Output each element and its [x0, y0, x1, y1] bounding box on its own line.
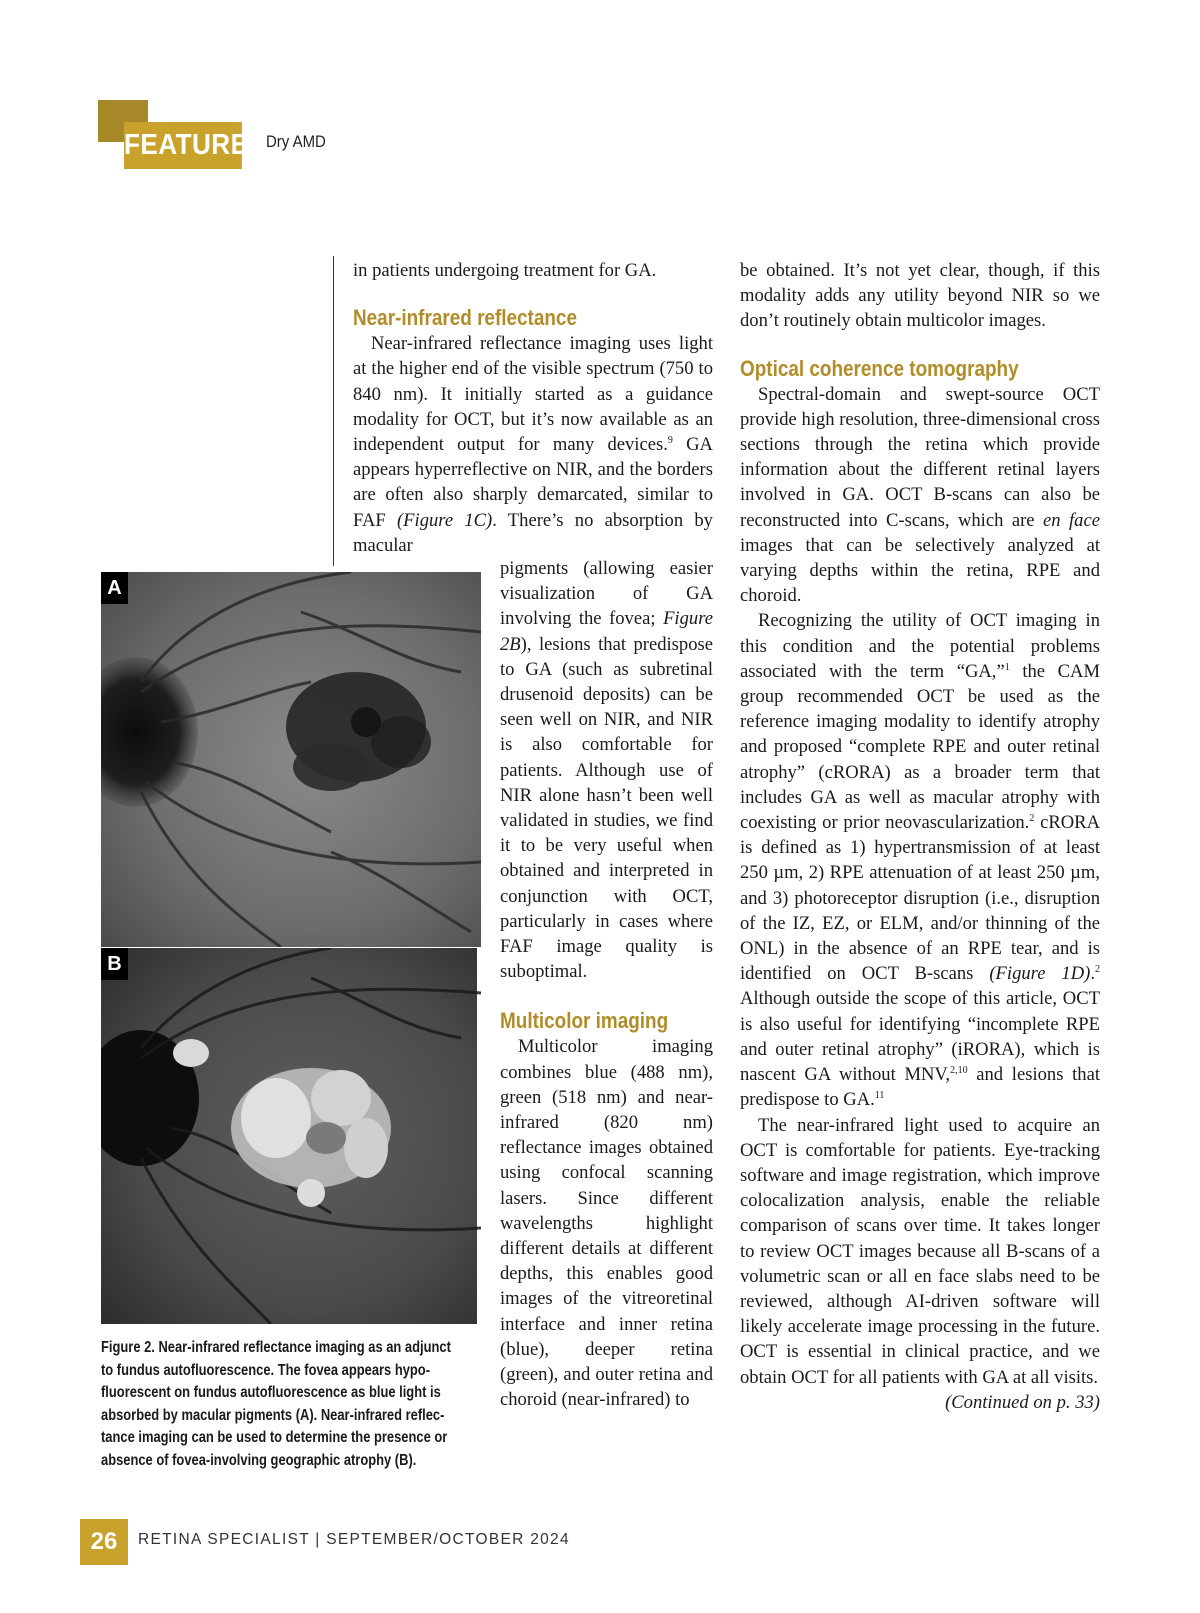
- oct-paragraph-3: The near-infrared light used to acquire an OCT is comfortable for patients. Eye-tracking software and image registration, which improve colocalization analysis, enable the reliable comparison of scans over time. It takes longer to review OCT images because all B-scans of a volumetric scan or all en face slabs need to be reviewed, although AI-driven software will likely accelerate image processing in the future. OCT is essential in clinical practice, and we obtain OCT for all patients with GA at all visits. (Continued on p. 33): [740, 1113, 1100, 1390]
- caption-line: fluorescent on fundus autofluorescence as blue light is: [101, 1384, 441, 1402]
- near-infrared-reflectance-image: [101, 948, 481, 1324]
- citation: 1: [1004, 661, 1010, 673]
- heading-multicolor: Multicolor imaging: [500, 1008, 669, 1034]
- multicolor-paragraph-continued: be obtained. It’s not yet clear, though, if this modality adds any utility beyond NIR so we don’t routinely obtain multicolor images.: [740, 260, 1100, 332]
- citation: 2: [1095, 964, 1100, 976]
- heading-near-infrared: Near-infrared reflectance: [353, 305, 577, 331]
- caption-line: to fundus autofluorescence. The fovea appears hypo-: [101, 1361, 431, 1379]
- panel-label-b: B: [101, 948, 128, 980]
- oct-paragraph-1: Spectral-domain and swept-source OCT provide high resolution, three-dimensional cross sections through the retina which provide information about the different retinal layers involved in GA. OCT B-scans can also be reconstructed into C-scans, which are en face images that can be selectively analyzed at varying depths within the retina, RPE and choroid.: [740, 383, 1100, 607]
- caption-line: tance imaging can be used to determine the presence or: [101, 1429, 448, 1447]
- oct-paragraph-2: Recognizing the utility of OCT imaging in this condition and the potential problems associated with the term “GA,”$^1$ the CAM group recommended OCT be used as the reference imaging modality to identify atrophy and proposed “complete RPE and outer retinal atrophy” (cRORA) as a broader term that includes GA as well as macular atrophy with coexisting or prior neovascularization.$^2$ cRORA is defined as 1) hypertransmission of at least 250 µm, 2) RPE attenuation of at least 250 µm, and 3) photoreceptor disruption (i.e., disruption of the IZ, EZ, or ELM, and/or thinning of the ONL) in the absence of an RPE tear, and is identified on OCT B-scans (Figure 1D).$^2$ Although outside the scope of this article, OCT is also useful for identifying “incomplete RPE and outer retinal atrophy” (iRORA), which is nascent GA without MNV,$^{2,10}$ and lesions that predispose to GA.$^{11}$: [740, 610, 1101, 1111]
- caption-line: absorbed by macular pigments (A). Near-infrared reflec-: [101, 1406, 445, 1424]
- nir-paragraph: Near-infrared reflectance imaging uses light at the higher end of the visible spectrum (750 to 840 nm). It initially started as a guidance modality for OCT, but it’s now available as an independent output for many devices.$^9$ GA appears hyperreflective on NIR, and the borders are often also sharply demarcated, similar to FAF (Figure 1C). There’s no absorption by macular: [353, 333, 713, 556]
- page-number: 26: [80, 1519, 128, 1565]
- figure-panel-b: [101, 948, 481, 1324]
- figure-reference: (Figure 1D): [989, 963, 1091, 985]
- caption-line: Figure 2. Near-infrared reflectance imaging as an adjunct: [101, 1339, 451, 1356]
- column-2-upper: [353, 258, 713, 558]
- multicolor-paragraph: Multicolor imaging combines blue (488 nm), green (518 nm) and near-infrared (820 nm) reflectance images obtained using confocal scanning lasers. Since different wavelengths highlight different details at different depths, this enables good images of the vitreoretinal interface and inner retina (blue), deeper retina (green), and outer retina and choroid (near-infrared) to: [500, 1036, 713, 1411]
- column-3: [740, 258, 1100, 1415]
- fundus-autofluorescence-image: [101, 572, 481, 947]
- citation: 2: [1029, 812, 1035, 824]
- figure-caption: [101, 1337, 481, 1473]
- publication-footer: RETINA SPECIALIST | SEPTEMBER/OCTOBER 2024: [138, 1531, 570, 1548]
- figure-reference: Figure 2B: [500, 608, 713, 655]
- citation: 2,10: [950, 1064, 968, 1076]
- nir-paragraph-continued: pigments (allowing easier visualization of GA involving the fovea; Figure 2B), lesions that predispose to GA (such as subretinal drusenoid deposits) can be seen well on NIR, and NIR is also comfortable for patients. Although use of NIR alone hasn’t been well validated in studies, we find it to be very useful when obtained and interpreted in conjunction with OCT, particularly in cases where FAF image quality is suboptimal.: [500, 558, 713, 983]
- citation: 11: [874, 1090, 885, 1102]
- figure-panel-a: [101, 572, 481, 947]
- figure-reference: (Figure 1C): [396, 509, 493, 531]
- heading-oct: Optical coherence tomography: [740, 355, 1019, 381]
- intro-paragraph: in patients undergoing treatment for GA.: [353, 260, 657, 281]
- panel-label-a: A: [101, 572, 128, 604]
- section-label: FEATURE: [124, 122, 242, 169]
- caption-line: absence of fovea-involving geographic atrophy (B).: [101, 1451, 417, 1469]
- column-rule: [333, 256, 334, 566]
- column-2-lower: [500, 556, 713, 1413]
- continued-note: (Continued on p. 33): [945, 1391, 1100, 1413]
- citation: 9: [667, 434, 673, 446]
- section-topic: Dry AMD: [266, 132, 326, 151]
